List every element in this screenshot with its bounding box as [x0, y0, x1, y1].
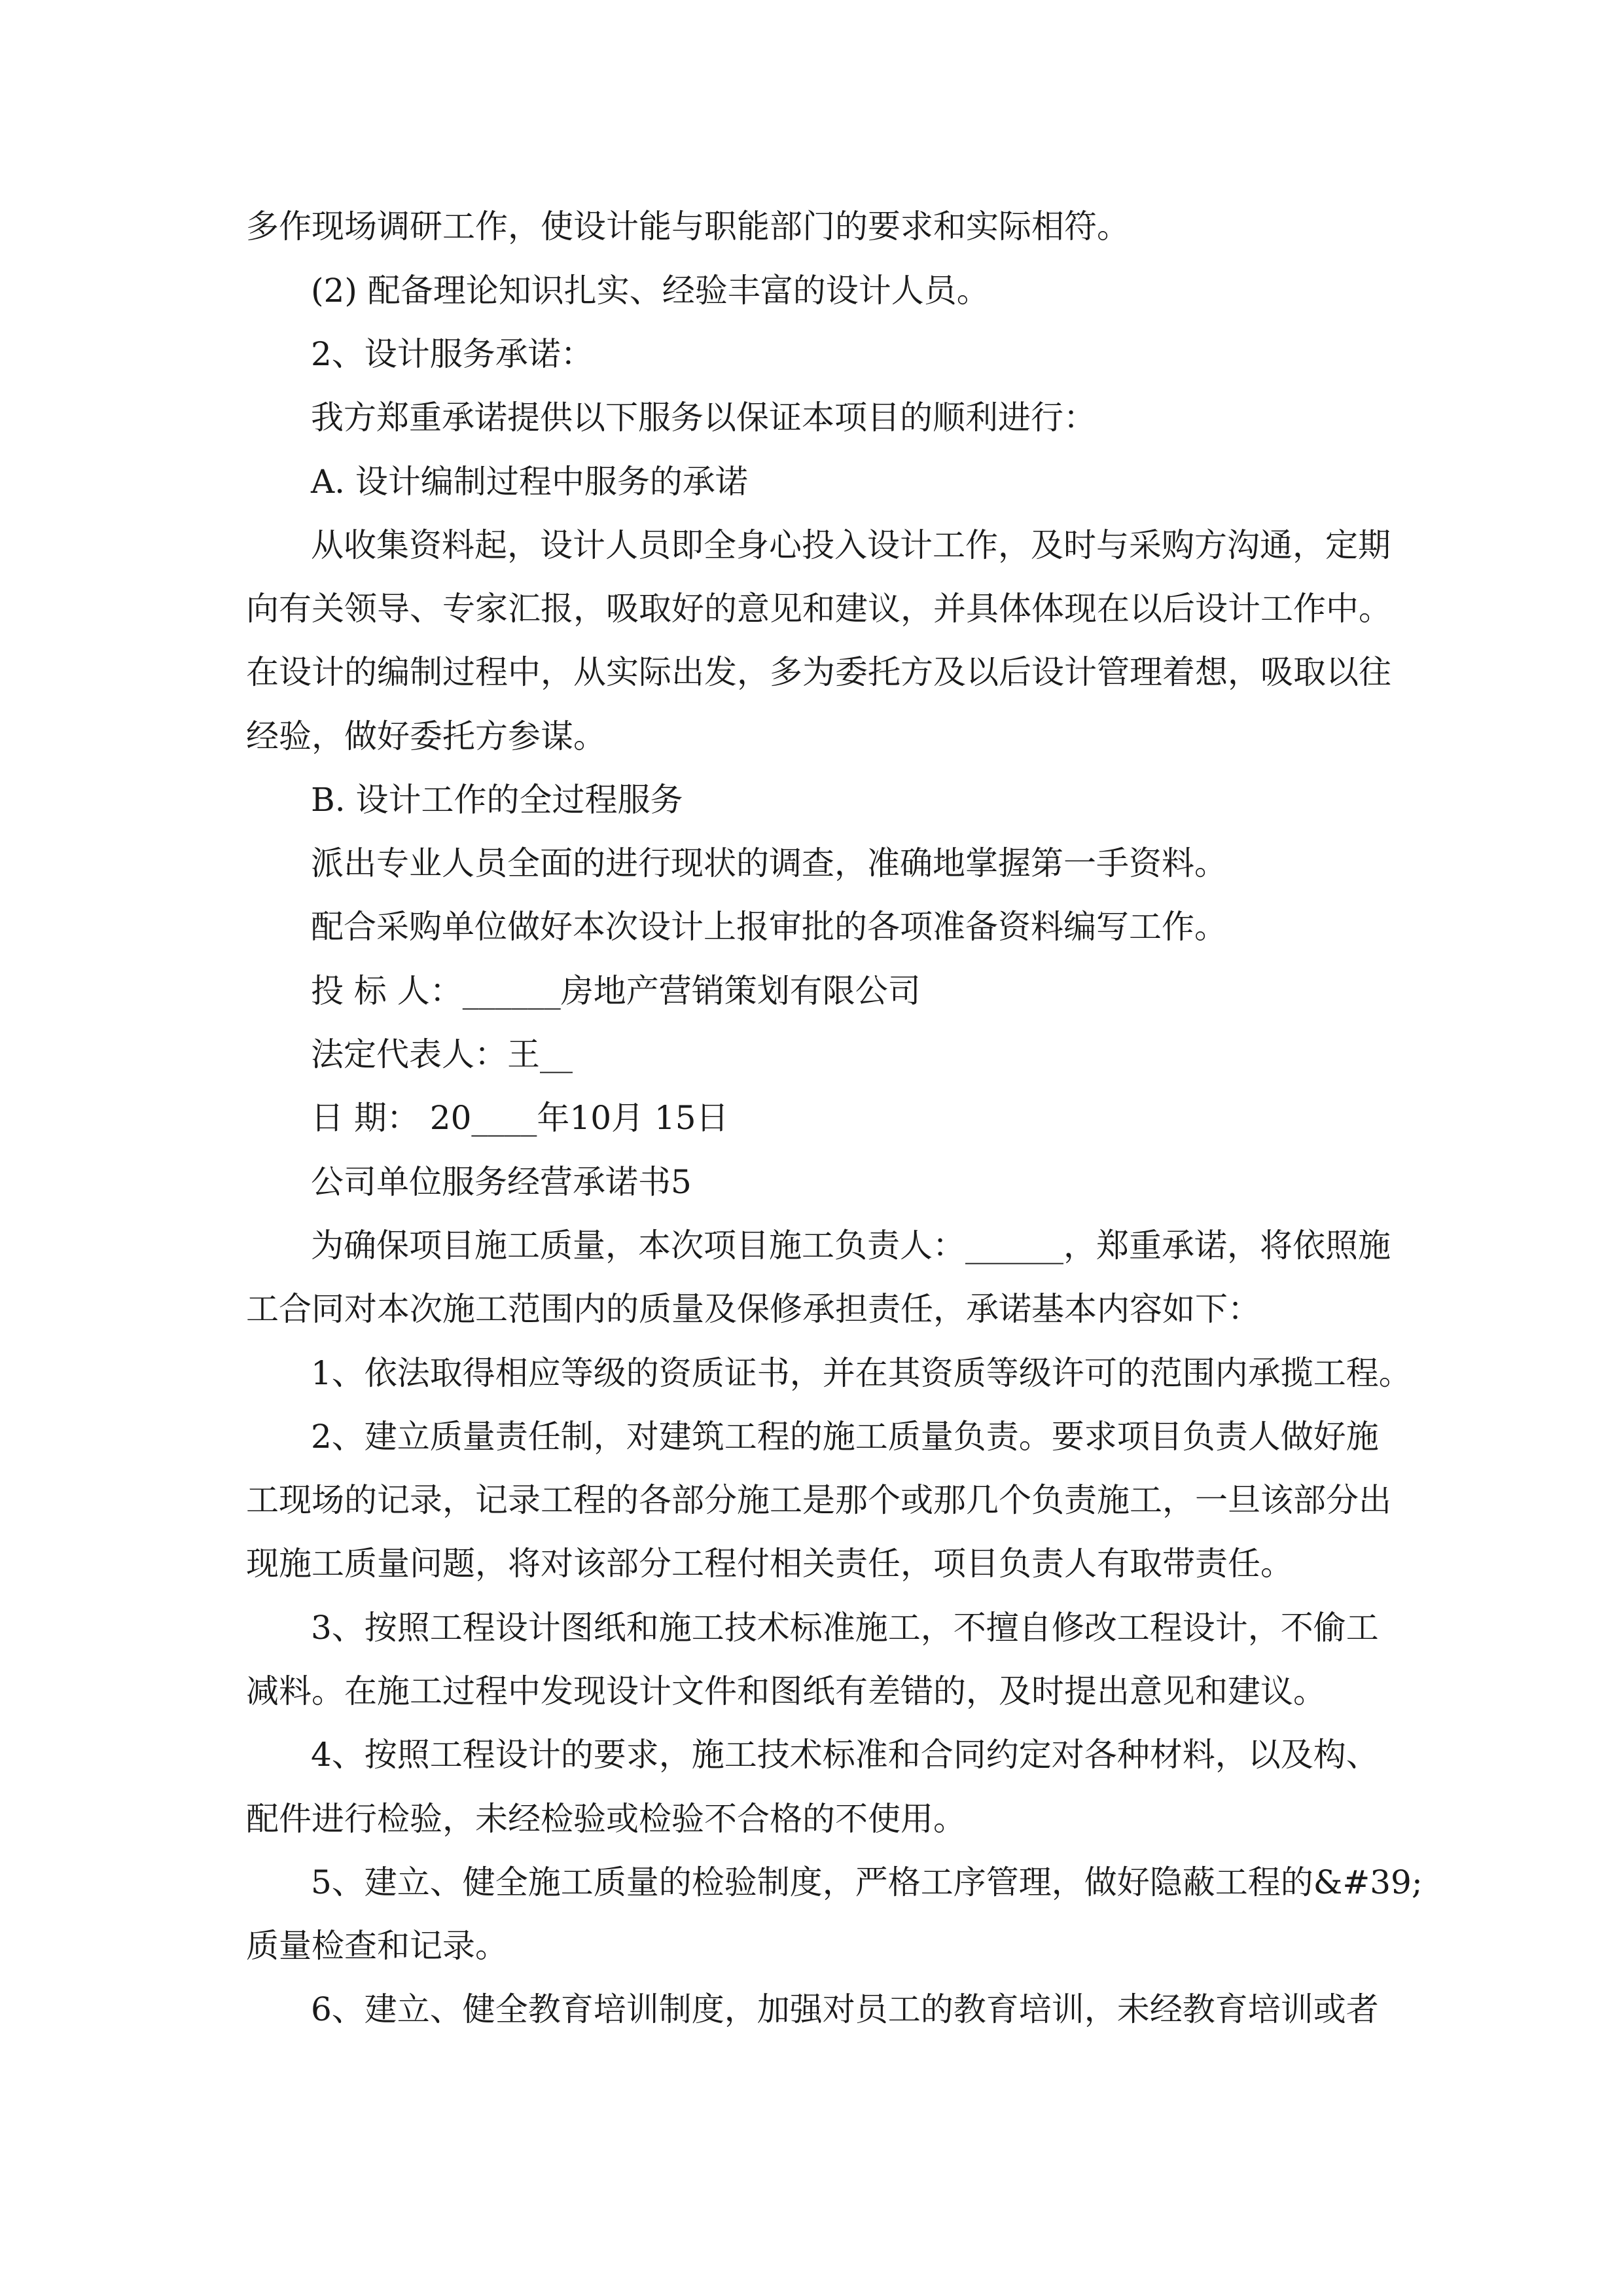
document-title: 公司单位服务经营承诺书5 — [311, 1163, 692, 1201]
paragraph-line: (2) 配备理论知识扎实、经验丰富的设计人员。 — [311, 272, 990, 310]
paragraph-line: 减料。在施工过程中发现设计文件和图纸有差错的，及时提出意见和建议。 — [246, 1672, 1326, 1710]
paragraph-line: 向有关领导、专家汇报，吸取好的意见和建议，并具体体现在以后设计工作中。 — [246, 590, 1391, 628]
bidder-line: 投 标 人：______房地产营销策划有限公司 — [311, 972, 921, 1010]
paragraph-line: 配件进行检验，未经检验或检验不合格的不使用。 — [246, 1800, 966, 1838]
subsection-heading: A. 设计编制过程中服务的承诺 — [311, 463, 748, 501]
list-item: 6、建立、健全教育培训制度，加强对员工的教育培训，未经教育培训或者 — [311, 1990, 1379, 2028]
legal-representative-line: 法定代表人：王__ — [311, 1035, 573, 1073]
paragraph-line: 现施工质量问题，将对该部分工程付相关责任，项目负责人有取带责任。 — [246, 1545, 1293, 1583]
list-item: 1、依法取得相应等级的资质证书，并在其资质等级许可的范围内承揽工程。 — [311, 1354, 1412, 1392]
paragraph-line: 在设计的编制过程中，从实际出发，多为委托方及以后设计管理着想，吸取以往 — [246, 653, 1391, 691]
paragraph-line: 工合同对本次施工范围内的质量及保修承担责任，承诺基本内容如下： — [246, 1290, 1260, 1328]
paragraph-line: 派出专业人员全面的进行现状的调查，准确地掌握第一手资料。 — [311, 844, 1227, 882]
paragraph-line: 工现场的记录，记录工程的各部分施工是那个或那几个负责施工，一旦该部分出 — [246, 1481, 1391, 1519]
list-item: 5、建立、健全施工质量的检验制度，严格工序管理，做好隐蔽工程的&#39; — [311, 1863, 1423, 1901]
paragraph-line: 质量检查和记录。 — [246, 1927, 508, 1965]
paragraph-line: 为确保项目施工质量，本次项目施工负责人：______，郑重承诺，将依照施 — [311, 1227, 1391, 1265]
section-heading: 2、设计服务承诺： — [311, 335, 594, 373]
paragraph-line: 我方郑重承诺提供以下服务以保证本项目的顺利进行： — [311, 399, 1096, 437]
date-line: 日 期： 20____年10月 15日 — [311, 1099, 729, 1137]
paragraph-line: 多作现场调研工作，使设计能与职能部门的要求和实际相符。 — [246, 207, 1130, 245]
paragraph-line: 经验，做好委托方参谋。 — [246, 717, 606, 755]
subsection-heading: B. 设计工作的全过程服务 — [311, 781, 683, 819]
paragraph-line: 从收集资料起，设计人员即全身心投入设计工作，及时与采购方沟通，定期 — [311, 526, 1391, 564]
list-item: 2、建立质量责任制，对建筑工程的施工质量负责。要求项目负责人做好施 — [311, 1418, 1379, 1456]
list-item: 3、按照工程设计图纸和施工技术标准施工，不擅自修改工程设计，不偷工 — [311, 1609, 1379, 1647]
paragraph-line: 配合采购单位做好本次设计上报审批的各项准备资料编写工作。 — [311, 908, 1227, 946]
list-item: 4、按照工程设计的要求，施工技术标准和合同约定对各种材料，以及构、 — [311, 1736, 1379, 1774]
